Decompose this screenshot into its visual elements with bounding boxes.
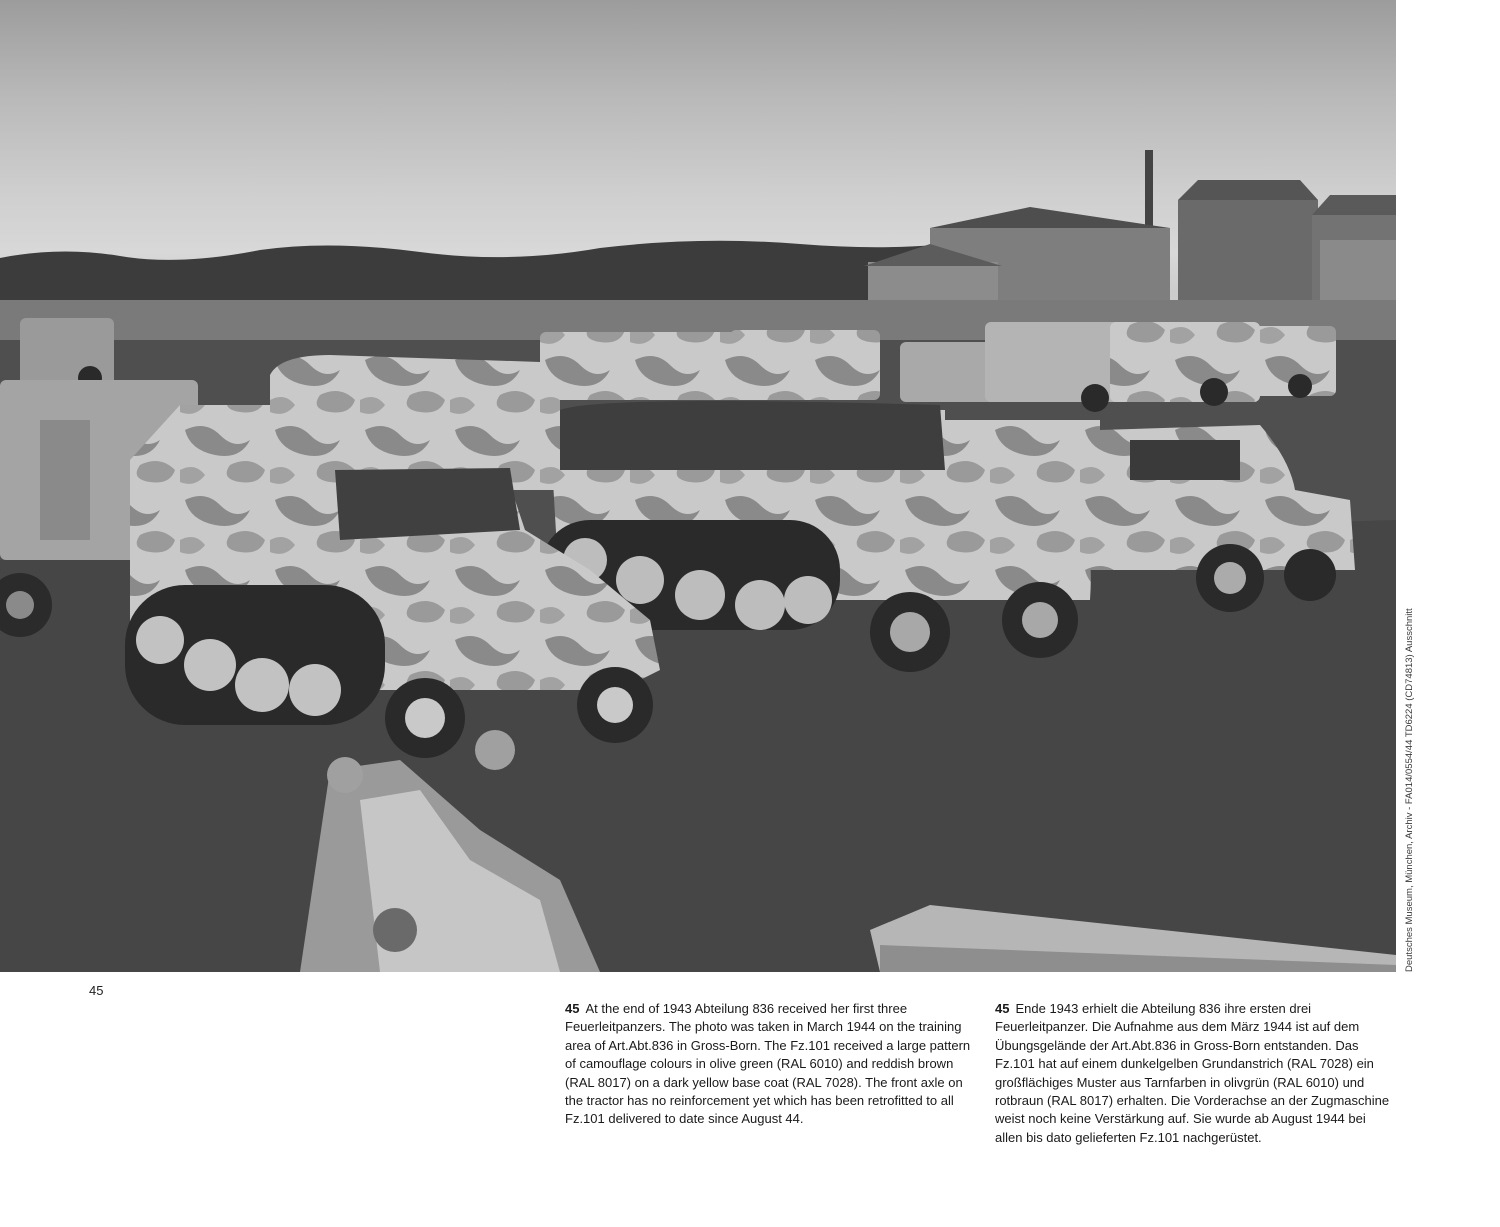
photo-number: 45: [89, 983, 104, 998]
caption-german-text: Ende 1943 erhielt die Abteilung 836 ihre ersten drei Feuerleitpanzer. Die Aufnahme aus dem März 1944 ist auf dem Übungsgelände der Art.Abt.836 in Gross-Born entstanden. Das Fz.101 hat auf einem dunkelgelben Grundanstrich (RAL 7028) ein großflächiges Muster aus Tarnfarben in olivgrün (RAL 6010) und rotbraun (RAL 8017) erhalten. Die Vorderachse an der Zugmaschine weist noch keine Verstärkung auf. Sie wurde ab August 1944 bei allen bis dato gelieferten Fz.101 nachgerüstet.: [995, 1001, 1390, 1145]
photo-credit: Deutsches Museum, München, Archiv - FA014/0554/44 TD6224 (CD74813) Ausschnitt: [1404, 608, 1415, 972]
caption-english: [565, 1000, 975, 1129]
caption-english-text: At the end of 1943 Abteilung 836 received her first three Feuerleitpanzers. The photo was taken in March 1944 on the training area of Art.Abt.836 in Gross-Born. The Fz.101 received a large pattern of camouflage colours in olive green (RAL 6010) and reddish brown (RAL 8017) on a dark yellow base coat (RAL 7028). The front axle on the tractor has no reinforcement yet which has been retrofitted to all Fz.101 delivered to date since August 44.: [565, 1001, 971, 1127]
caption-german-number: 45: [995, 1001, 1010, 1016]
caption-english-number: 45: [565, 1001, 580, 1016]
caption-german: [995, 1000, 1393, 1147]
